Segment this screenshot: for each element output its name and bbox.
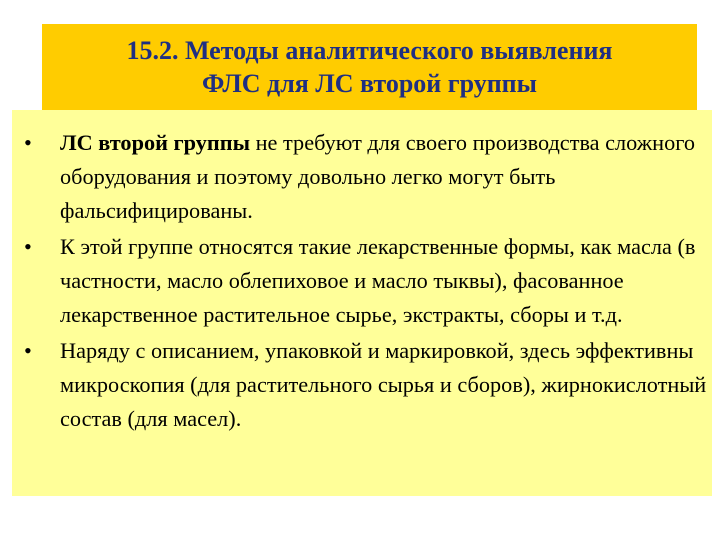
title-line-2: ФЛС для ЛС второй группы [202,69,537,98]
title-line-1: 15.2. Методы аналитического выявления [126,36,613,65]
bullet-bold-text: ЛС второй группы [60,130,251,155]
slide-title [42,24,697,110]
bullet-item-1 [24,126,710,228]
bullet-text: К этой группе относятся такие лекарственные формы, как масла (в частности, масло облепиховое и масло тыквы), фасованное лекарственное растительное сырье, экстракты, сборы и т.д. [60,234,696,327]
bullet-icon: • [24,234,32,259]
bullet-item-3 [24,334,710,436]
bullet-text: не требуют для своего производства сложного оборудования и поэтому довольно легко могут быть фальсифицированы. [60,130,695,223]
bullet-item-2 [24,230,710,332]
bullet-icon: • [24,130,32,155]
bullet-list [24,126,710,438]
bullet-text: Наряду с описанием, упаковкой и маркировкой, здесь эффективны микроскопия (для растительного сырья и сборов), жирнокислотный состав (для масел). [60,338,707,431]
bullet-icon: • [24,338,32,363]
